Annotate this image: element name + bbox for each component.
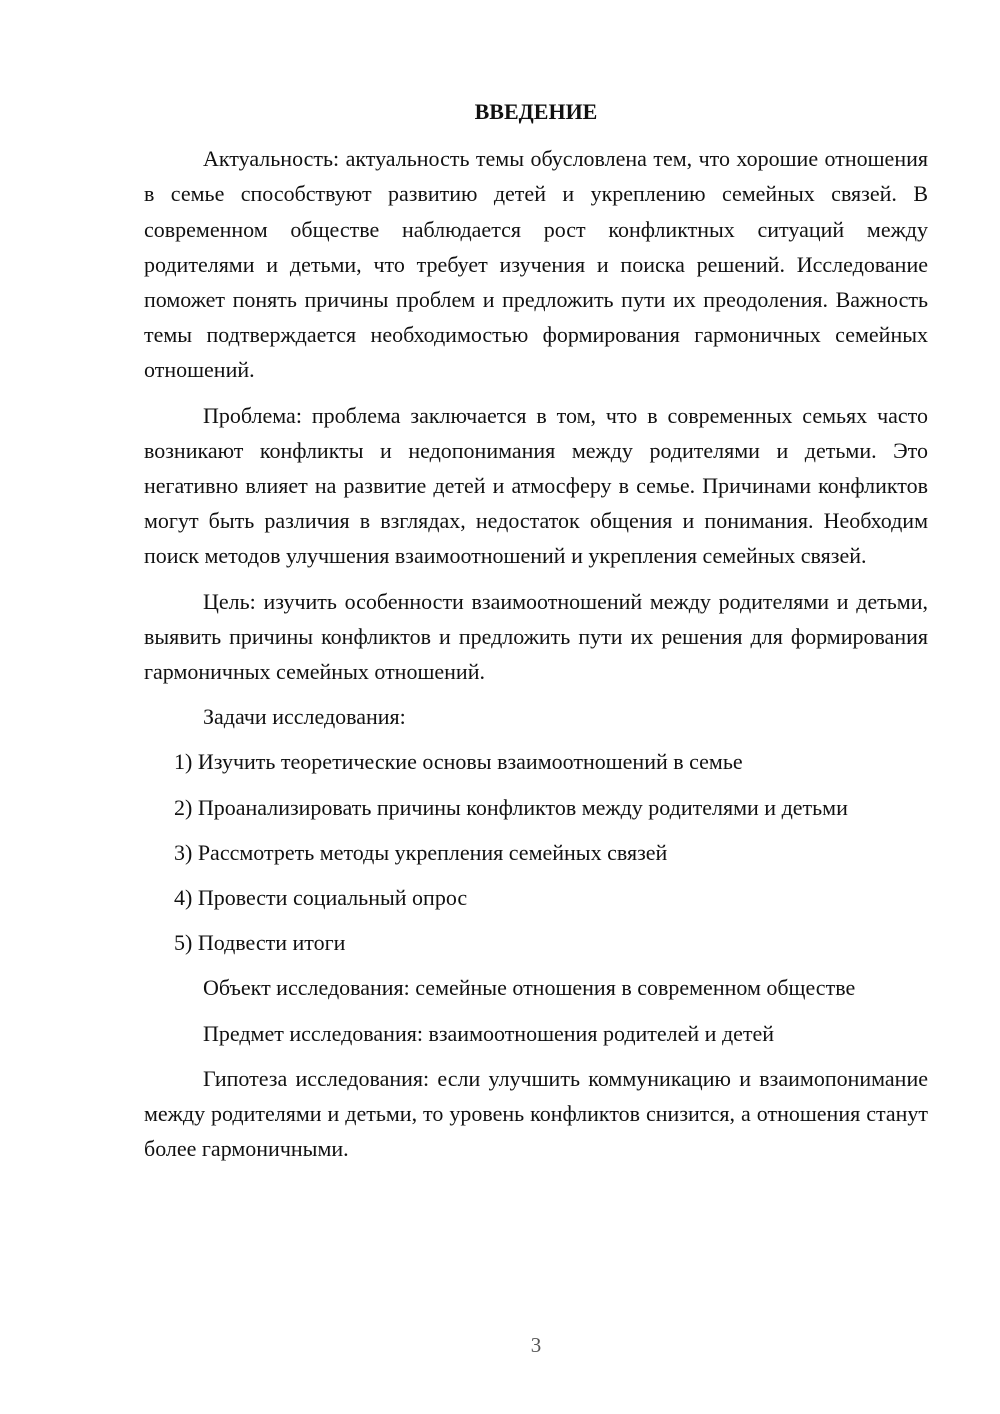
task-item-4: 4) Провести социальный опрос — [174, 885, 468, 911]
task-item-2: 2) Проанализировать причины конфликтов между родителями и детьми — [174, 794, 848, 820]
paragraph-object: Объект исследования: семейные отношения в современном обществе — [203, 975, 856, 1001]
task-item-5: 5) Подвести итоги — [174, 930, 346, 956]
paragraph-relevance: Актуальность: актуальность темы обусловлена тем, что хорошие отношения в семье способствуют развитию детей и укреплению семейных связей. В современном обществе наблюдается рост конфликтных ситуаций между родителями и детьми, что требует изучения и поиска решений. Исследование поможет понять причины проблем и предложить пути их преодоления. Важность темы подтверждается необходимостью формирования гармоничных семейных отношений. — [144, 146, 928, 383]
page-number: 3 — [530, 1333, 542, 1357]
page-title: ВВЕДЕНИЕ — [474, 99, 598, 124]
task-item-1: 1) Изучить теоретические основы взаимоотношений в семье — [174, 749, 743, 775]
paragraph-goal: Цель: изучить особенности взаимоотношений между родителями и детьми, выявить причины конфликтов и предложить пути их решения для формирования гармоничных семейных отношений. — [144, 588, 928, 685]
paragraph-tasks-heading: Задачи исследования: — [203, 704, 406, 730]
paragraph-problem: Проблема: проблема заключается в том, что в современных семьях часто возникают конфликты и недопонимания между родителями и детьми. Это негативно влияет на развитие детей и атмосферу в семье. Причинами конфликтов могут быть различия в взглядах, недостаток общения и понимания. Необходим поиск методов улучшения взаимоотношений и укрепления семейных связей. — [144, 402, 928, 569]
page-content — [144, 94, 928, 1176]
task-item-3: 3) Рассмотреть методы укрепления семейных связей — [174, 839, 668, 865]
paragraph-subject: Предмет исследования: взаимоотношения родителей и детей — [203, 1020, 775, 1046]
paragraph-hypothesis: Гипотеза исследования: если улучшить коммуникацию и взаимопонимание между родителями и детьми, то уровень конфликтов снизится, а отношения станут более гармоничными. — [144, 1065, 928, 1162]
